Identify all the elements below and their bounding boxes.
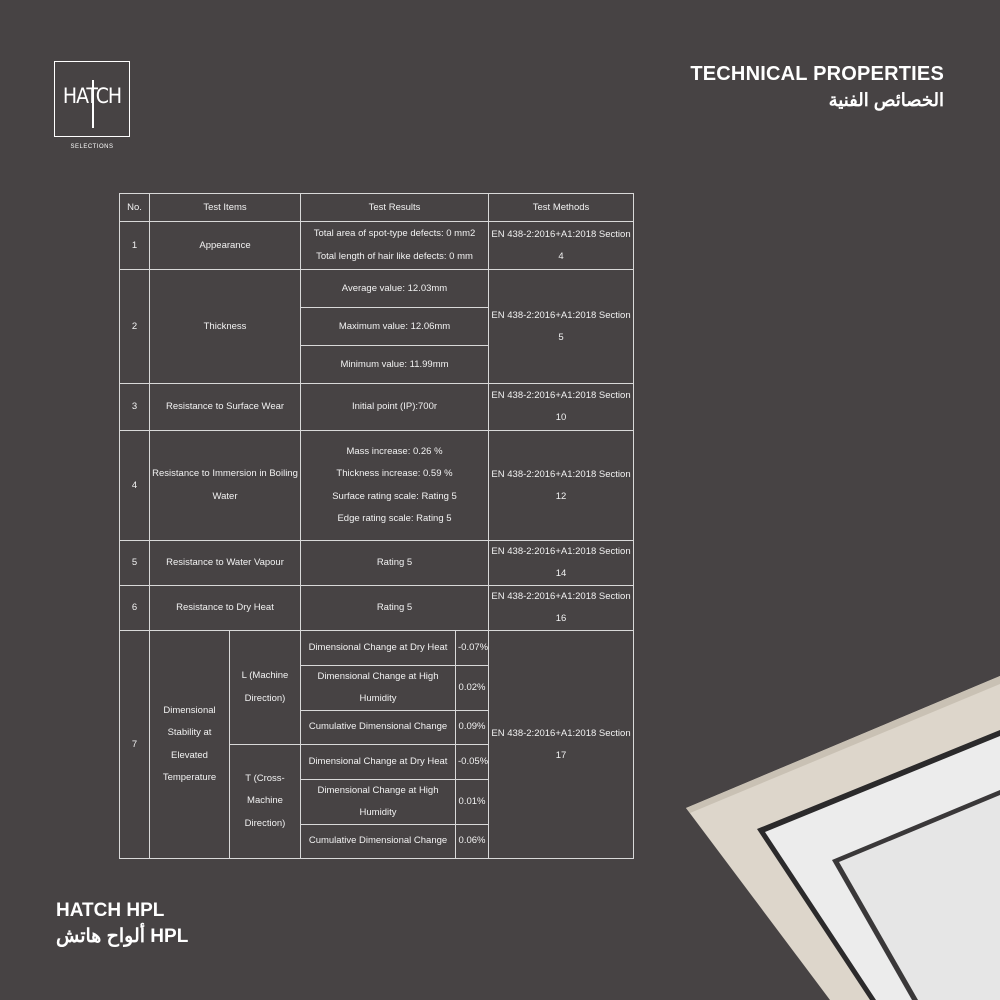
sub-test-name: Cumulative Dimensional Change xyxy=(301,710,456,745)
test-item: Resistance to Dry Heat xyxy=(150,586,301,631)
test-result: Initial point (IP):700r xyxy=(301,384,489,431)
direction-line: T (Cross- xyxy=(245,772,285,784)
direction-label xyxy=(230,631,301,745)
sub-test-value: -0.07% xyxy=(456,631,489,666)
test-item: Resistance to Surface Wear xyxy=(150,384,301,431)
technical-properties-table xyxy=(119,193,634,859)
row-number: 6 xyxy=(120,586,150,631)
sub-test-value: 0.06% xyxy=(456,824,489,859)
table-row xyxy=(120,384,634,431)
result-line: Edge rating scale: Rating 5 xyxy=(337,513,452,524)
sub-test-name: Dimensional Change at Dry Heat xyxy=(301,631,456,666)
test-item xyxy=(150,431,301,541)
column-header-test-items: Test Items xyxy=(150,194,301,222)
table-row xyxy=(120,541,634,586)
item-line: Stability at xyxy=(167,727,212,738)
table-header-row xyxy=(120,194,634,222)
sub-test-value: 0.02% xyxy=(456,665,489,710)
test-method: EN 438-2:2016+A1:2018 Section 4 xyxy=(489,222,634,270)
black-core-layer xyxy=(757,730,1000,1000)
result-line: Mass increase: 0.26 % xyxy=(346,445,443,457)
column-header-test-methods: Test Methods xyxy=(489,194,634,222)
column-header-no: No. xyxy=(120,194,150,222)
sub-test-name: Cumulative Dimensional Change xyxy=(301,824,456,859)
row-number: 4 xyxy=(120,431,150,541)
sub-test-value: 0.01% xyxy=(456,779,489,824)
sub-test-name: Dimensional Change at High Humidity xyxy=(301,779,456,824)
test-method: EN 438-2:2016+A1:2018 Section 14 xyxy=(489,541,634,586)
beige-sheet xyxy=(686,676,1000,1000)
item-line: Dimensional xyxy=(163,704,216,716)
direction-line: Direction) xyxy=(244,817,286,829)
direction-line: L (Machine xyxy=(241,670,289,681)
item-line: Elevated xyxy=(171,749,208,761)
test-method: EN 438-2:2016+A1:2018 Section 10 xyxy=(489,384,634,431)
hatch-logo xyxy=(54,61,130,137)
item-line: Resistance to Immersion in Boiling xyxy=(152,468,298,479)
row-number: 2 xyxy=(120,270,150,384)
row-number: 1 xyxy=(120,222,150,270)
direction-label xyxy=(230,745,301,859)
sub-test-name: Dimensional Change at High Humidity xyxy=(301,665,456,710)
row-number: 5 xyxy=(120,541,150,586)
result-line: Thickness increase: 0.59 % xyxy=(336,468,453,479)
test-result: Maximum value: 12.06mm xyxy=(301,308,489,346)
test-result: Rating 5 xyxy=(301,541,489,586)
result-line: Surface rating scale: Rating 5 xyxy=(332,490,457,502)
test-method: EN 438-2:2016+A1:2018 Section 5 xyxy=(489,270,634,384)
page-title-arabic: الخصائص الفنية xyxy=(828,90,944,110)
logo-subtitle: SELECTIONS xyxy=(70,144,114,150)
direction-line: Machine xyxy=(247,795,283,807)
brand-name-arabic: ألواح هاتش HPL xyxy=(56,926,189,947)
dark-sheet-edge xyxy=(832,790,1000,1000)
test-method: EN 438-2:2016+A1:2018 Section 16 xyxy=(489,586,634,631)
test-item: Appearance xyxy=(150,222,301,270)
test-item: Resistance to Water Vapour xyxy=(150,541,301,586)
result-line: Total length of hair like defects: 0 mm xyxy=(316,250,473,262)
test-method: EN 438-2:2016+A1:2018 Section 12 xyxy=(489,431,634,541)
brand-name: HATCH HPL xyxy=(56,900,165,921)
table-row xyxy=(120,586,634,631)
table-row xyxy=(120,222,634,270)
sub-test-name: Dimensional Change at Dry Heat xyxy=(301,745,456,780)
logo-mark: HATCH xyxy=(62,84,122,108)
test-method: EN 438-2:2016+A1:2018 Section 17 xyxy=(489,631,634,859)
sub-test-value: 0.09% xyxy=(456,710,489,745)
page-title: TECHNICAL PROPERTIES xyxy=(690,63,944,85)
grey-sheet xyxy=(839,795,1000,1000)
beige-sheet-edge xyxy=(686,676,1000,813)
test-result xyxy=(301,431,489,541)
row-number: 7 xyxy=(120,631,150,859)
test-result: Minimum value: 11.99mm xyxy=(301,346,489,384)
test-result xyxy=(301,222,489,270)
table-row xyxy=(120,270,634,308)
test-item: Thickness xyxy=(150,270,301,384)
item-line: Water xyxy=(212,490,238,502)
direction-line: Direction) xyxy=(244,692,286,704)
sub-test-value: -0.05% xyxy=(456,745,489,780)
result-line: Total area of spot-type defects: 0 mm2 xyxy=(313,228,476,239)
column-header-test-results: Test Results xyxy=(301,194,489,222)
table-row xyxy=(120,431,634,541)
item-line: Temperature xyxy=(162,772,217,783)
test-result: Average value: 12.03mm xyxy=(301,270,489,308)
test-item xyxy=(150,631,230,859)
test-result: Rating 5 xyxy=(301,586,489,631)
row-number: 3 xyxy=(120,384,150,431)
table-row xyxy=(120,631,634,666)
white-sheet xyxy=(765,736,1000,1000)
